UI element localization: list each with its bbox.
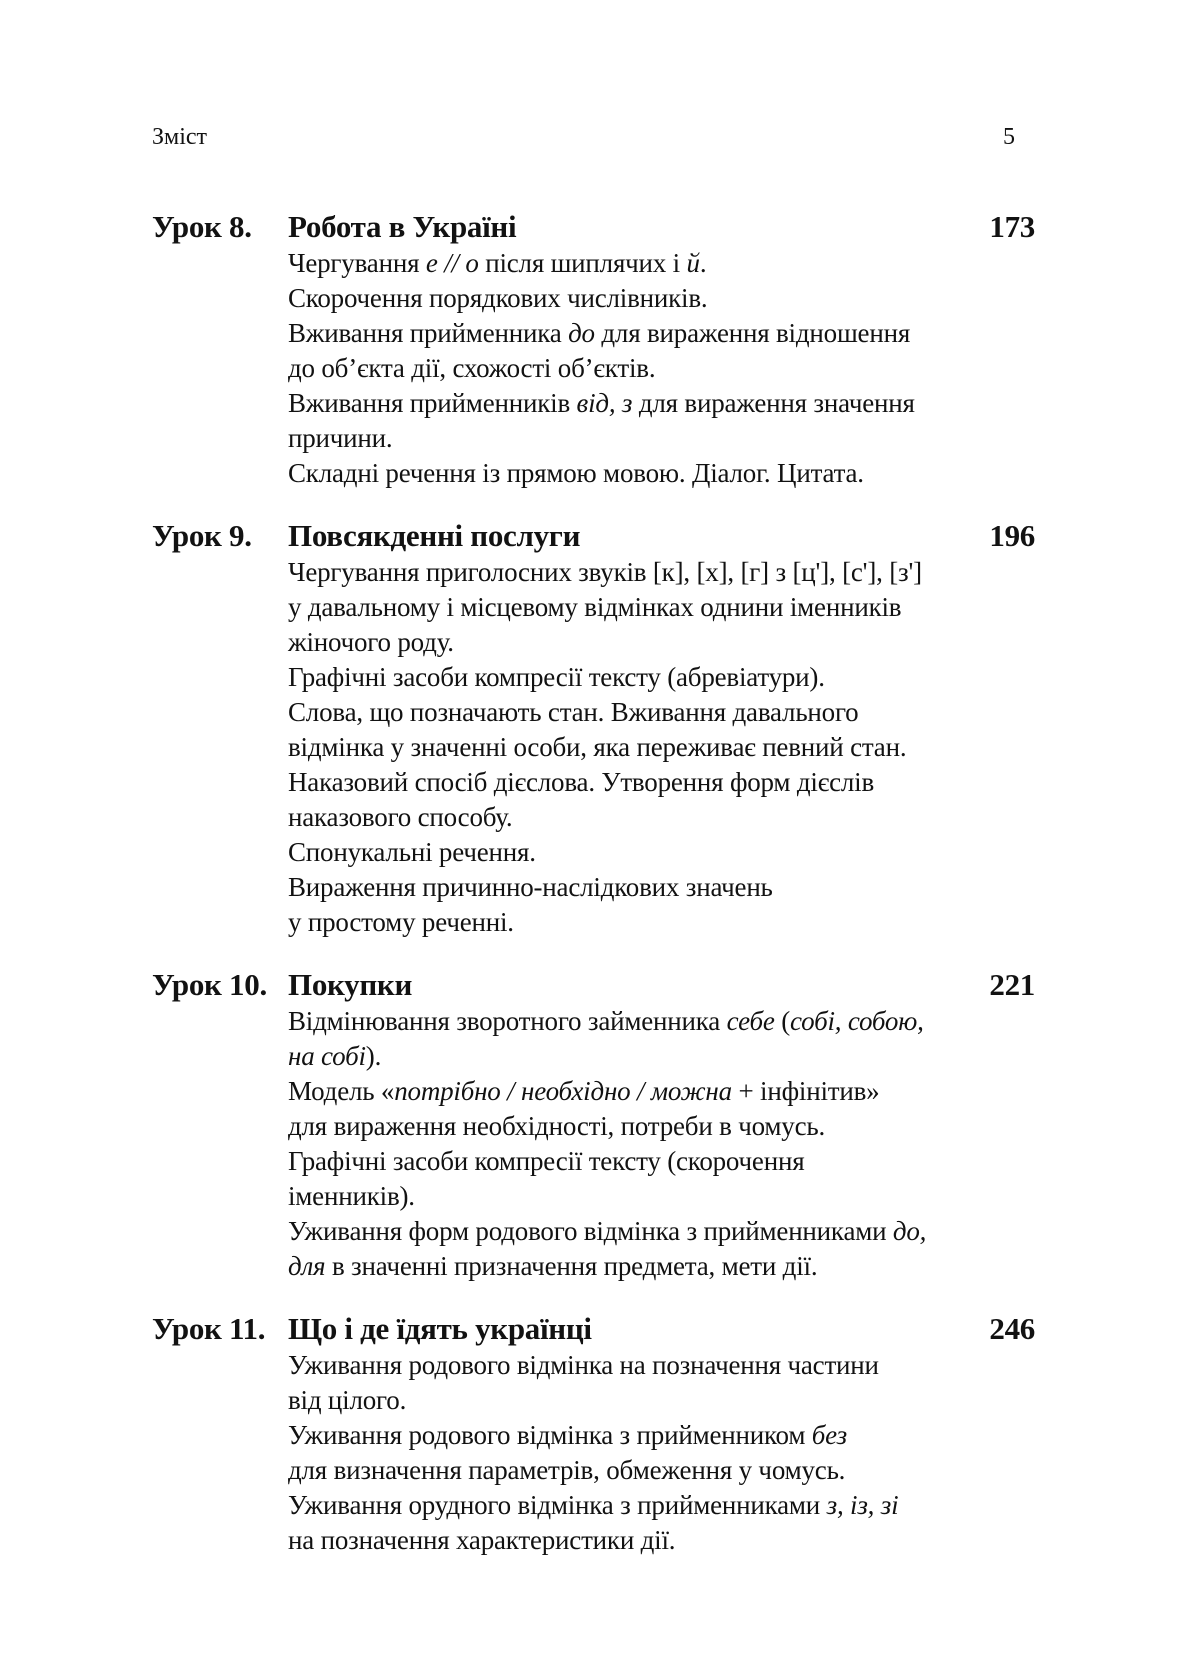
description-line xyxy=(288,1418,1035,1453)
description-text: до об’єкта дії, схожості об’єктів. xyxy=(288,353,656,383)
lesson-page-number: 246 xyxy=(989,1311,1035,1346)
description-line xyxy=(288,1144,1035,1179)
description-text: Уживання орудного відмінка з прийменниками xyxy=(288,1490,827,1520)
description-term-italic: до, xyxy=(892,1216,927,1246)
description-line xyxy=(288,730,1035,765)
description-term-italic: потрібно / необхідно / можна xyxy=(394,1076,732,1106)
description-text: відмінка у значенні особи, яка переживає певний стан. xyxy=(288,732,907,762)
description-term-italic: собі, собою, xyxy=(790,1006,924,1036)
lesson-description xyxy=(288,1004,1035,1284)
lesson-content xyxy=(288,517,1035,940)
description-line xyxy=(288,625,1035,660)
description-text: для визначення параметрів, обмеження у чомусь. xyxy=(288,1455,846,1485)
lesson-label: Урок 8. xyxy=(152,209,252,244)
lesson-title: Що і де їдять українці xyxy=(288,1311,592,1346)
description-text: Спонукальні речення. xyxy=(288,837,536,867)
description-term-italic: для xyxy=(288,1251,326,1281)
description-line xyxy=(288,421,1035,456)
description-text: наказового способу. xyxy=(288,802,513,832)
lesson-title: Повсякденні послуги xyxy=(288,518,581,553)
description-term-italic: без xyxy=(811,1420,847,1450)
description-text: іменників). xyxy=(288,1181,415,1211)
description-term-italic: до xyxy=(568,318,595,348)
description-text: для вираження відношення xyxy=(594,318,911,348)
description-text: в значенні призначення предмета, мети дії. xyxy=(325,1251,818,1281)
description-line xyxy=(288,1348,1035,1383)
description-term-italic: на собі xyxy=(288,1041,366,1071)
description-text: жіночого роду. xyxy=(288,627,454,657)
lesson-description xyxy=(288,246,1035,491)
description-line xyxy=(288,590,1035,625)
description-text: Графічні засоби компресії тексту (скорочення xyxy=(288,1146,805,1176)
description-text: Чергування xyxy=(288,248,426,278)
description-line xyxy=(288,555,1035,590)
description-text: Вираження причинно-наслідкових значень xyxy=(288,872,773,902)
description-line xyxy=(288,1249,1035,1284)
lesson-page-number: 221 xyxy=(989,967,1035,1002)
description-text: + інфінітив» xyxy=(731,1076,880,1106)
description-text: Відмінювання зворотного займенника xyxy=(288,1006,727,1036)
lesson-page-number: 196 xyxy=(989,518,1035,553)
description-text: для вираження необхідності, потреби в чомусь. xyxy=(288,1111,826,1141)
description-text: Модель « xyxy=(288,1076,395,1106)
description-line xyxy=(288,1074,1035,1109)
lesson-description xyxy=(288,555,1035,940)
description-text: після шиплячих і xyxy=(478,248,687,278)
toc-entry xyxy=(152,966,1035,1284)
description-line xyxy=(288,281,1035,316)
lesson-label: Урок 10. xyxy=(152,967,267,1002)
lesson-content xyxy=(288,1310,1035,1558)
description-text: причини. xyxy=(288,423,393,453)
description-line xyxy=(288,456,1035,491)
lesson-title-row xyxy=(288,208,1035,246)
description-term-italic: е // о xyxy=(425,248,479,278)
description-text: для вираження значення xyxy=(632,388,915,418)
toc-entry xyxy=(152,208,1035,491)
lesson-title-row xyxy=(288,1310,1035,1348)
description-text: Вживання прийменників xyxy=(288,388,577,418)
toc-entry xyxy=(152,1310,1035,1558)
description-text: на позначення характеристики дії. xyxy=(288,1525,676,1555)
description-text: Чергування приголосних звуків [к], [х], [г] з [ц'], [с'], [з'] xyxy=(288,557,922,587)
description-text: Наказовий спосіб дієслова. Утворення форм дієслів xyxy=(288,767,875,797)
description-term-italic: з, із, зі xyxy=(826,1490,899,1520)
header-section-title: Зміст xyxy=(152,124,208,150)
description-text: Слова, що позначають стан. Вживання давального xyxy=(288,697,859,727)
running-header xyxy=(152,122,1035,152)
description-line xyxy=(288,1488,1035,1523)
description-line xyxy=(288,905,1035,940)
description-text: Вживання прийменника xyxy=(288,318,569,348)
description-text: Уживання форм родового відмінка з прийменниками xyxy=(288,1216,893,1246)
description-line xyxy=(288,660,1035,695)
toc-list xyxy=(152,208,1035,1558)
description-text: Графічні засоби компресії тексту (абревіатури). xyxy=(288,662,825,692)
lesson-label: Урок 11. xyxy=(152,1311,266,1346)
description-line xyxy=(288,351,1035,386)
lesson-title: Покупки xyxy=(288,967,413,1002)
description-line xyxy=(288,835,1035,870)
lesson-title: Робота в Україні xyxy=(288,209,517,244)
description-line xyxy=(288,800,1035,835)
description-text: . xyxy=(699,248,707,278)
description-line xyxy=(288,1453,1035,1488)
lesson-page-number: 173 xyxy=(989,209,1035,244)
description-text: Скорочення порядкових числівників. xyxy=(288,283,708,313)
description-text: від цілого. xyxy=(288,1385,407,1415)
description-term-italic: від, з xyxy=(576,388,633,418)
description-text: Уживання родового відмінка на позначення частини xyxy=(288,1350,879,1380)
description-line xyxy=(288,1214,1035,1249)
description-line xyxy=(288,1179,1035,1214)
description-line xyxy=(288,1523,1035,1558)
description-text: Уживання родового відмінка з прийменником xyxy=(288,1420,812,1450)
description-line xyxy=(288,695,1035,730)
description-text: Складні речення із прямою мовою. Діалог. Цитата. xyxy=(288,458,864,488)
description-term-italic: й xyxy=(686,248,700,278)
description-line xyxy=(288,870,1035,905)
lesson-title-row xyxy=(288,966,1035,1004)
description-text: у давальному і місцевому відмінках однини іменників xyxy=(288,592,902,622)
lesson-content xyxy=(288,966,1035,1284)
description-text: ( xyxy=(774,1006,791,1036)
lesson-label: Урок 9. xyxy=(152,518,252,553)
description-term-italic: себе xyxy=(726,1006,775,1036)
description-text: ). xyxy=(365,1041,382,1071)
description-line xyxy=(288,316,1035,351)
description-line xyxy=(288,1004,1035,1039)
description-line xyxy=(288,1109,1035,1144)
description-line xyxy=(288,1383,1035,1418)
description-line xyxy=(288,1039,1035,1074)
description-line xyxy=(288,386,1035,421)
header-page-number: 5 xyxy=(1003,124,1015,150)
lesson-description xyxy=(288,1348,1035,1558)
lesson-title-row xyxy=(288,517,1035,555)
lesson-content xyxy=(288,208,1035,491)
toc-entry xyxy=(152,517,1035,940)
description-text: у простому реченні. xyxy=(288,907,514,937)
description-line xyxy=(288,246,1035,281)
description-line xyxy=(288,765,1035,800)
